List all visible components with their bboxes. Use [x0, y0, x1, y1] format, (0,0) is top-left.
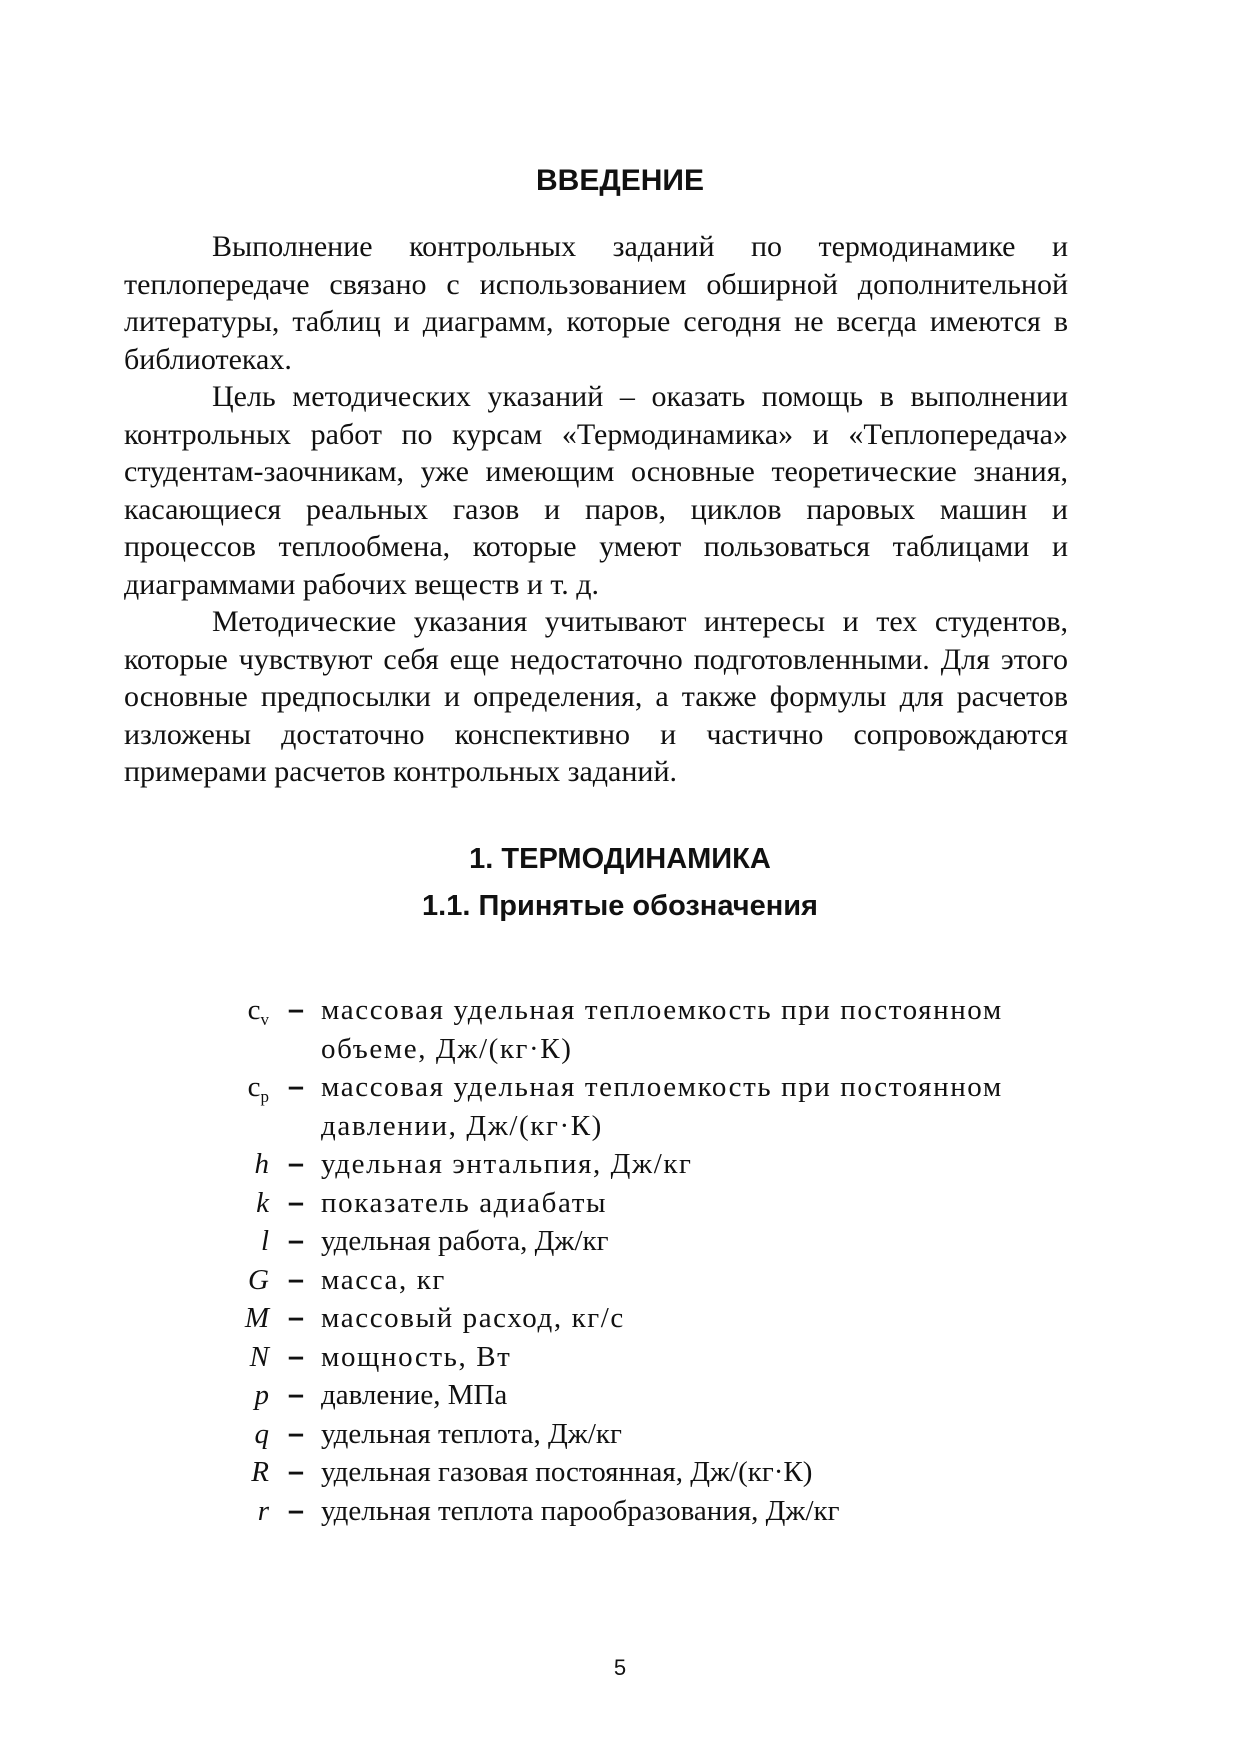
notation-description: удельная газовая постоянная, Дж/(кг·К)	[321, 1456, 813, 1488]
notation-symbol: M	[244, 1302, 269, 1334]
notation-dash: –	[287, 1186, 305, 1219]
notation-item	[124, 1453, 1068, 1492]
notation-dash: –	[287, 994, 305, 1026]
notation-dash: –	[287, 1148, 305, 1180]
notation-description: массовая удельная теплоемкость при постоянном давлении, Дж/(кг·К)	[321, 1071, 1003, 1142]
page-number: 5	[613, 1655, 627, 1680]
notation-symbol: p	[254, 1379, 269, 1411]
notation-description: показатель адиабаты	[321, 1186, 608, 1219]
notation-dash: –	[287, 1071, 305, 1103]
notation-item	[124, 1145, 1068, 1184]
intro-paragraph-3: Методические указания учитывают интересы и тех студентов, которые чувствуют себя еще недостаточно подготовленными. Для этого основные предпосылки и определения, а также формулы для расчетов изложены достаточно конспективно и частично сопровождаются примерами расчетов контрольных заданий.	[124, 605, 1068, 788]
notation-dash: –	[287, 1263, 305, 1296]
notation-dash: –	[287, 1379, 305, 1411]
notation-item	[124, 1184, 1068, 1223]
notation-item	[124, 1261, 1068, 1300]
notation-dash: –	[287, 1494, 305, 1527]
notation-symbol: q	[254, 1417, 269, 1450]
notation-symbol: N	[249, 1340, 269, 1373]
notation-list	[124, 991, 1068, 1530]
notation-description: удельная теплота, Дж/кг	[321, 1417, 622, 1450]
notation-symbol: h	[254, 1148, 269, 1180]
section-heading: 1. ТЕРМОДИНАМИКА	[469, 843, 771, 875]
notation-item	[124, 1492, 1068, 1531]
notation-dash: –	[287, 1417, 305, 1450]
notation-dash: –	[287, 1456, 305, 1488]
notation-symbol: $c_v$	[247, 994, 269, 1029]
notation-item	[124, 1415, 1068, 1454]
notation-dash: –	[287, 1302, 305, 1334]
notation-item	[124, 1299, 1068, 1338]
notation-description: массовый расход, кг/с	[321, 1302, 625, 1334]
notation-symbol: r	[257, 1494, 269, 1527]
notation-item	[124, 1222, 1068, 1261]
notation-description: давление, МПа	[321, 1379, 508, 1411]
notation-symbol: G	[248, 1263, 269, 1296]
notation-item	[124, 1068, 1068, 1145]
intro-body	[124, 228, 1068, 791]
notation-description: мощность, Вт	[321, 1340, 512, 1373]
notation-symbol: k	[256, 1186, 269, 1219]
notation-symbol: l	[260, 1225, 269, 1257]
subsection-heading: 1.1. Принятые обозначения	[422, 890, 818, 922]
intro-heading: ВВЕДЕНИЕ	[536, 164, 704, 197]
notation-description: удельная теплота парообразования, Дж/кг	[321, 1494, 840, 1527]
notation-description: удельная работа, Дж/кг	[321, 1225, 609, 1257]
intro-paragraph-2: Цель методических указаний – оказать помощь в выполнении контрольных работ по курсам «Термодинамика» и «Теплопередача» студентам-заочникам, уже имеющим основные теоретические знания, касающиеся реальных газов и паров, циклов паровых машин и процессов теплообмена, которые умеют пользоваться таблицами и диаграммами рабочих веществ и т. д.	[124, 380, 1068, 601]
notation-description: масса, кг	[321, 1263, 446, 1296]
notation-item	[124, 991, 1068, 1068]
intro-paragraph-1: Выполнение контрольных заданий по термодинамике и теплопередаче связано с использованием обширной дополнительной литературы, таблиц и диаграмм, которые сегодня не всегда имеются в библиотеках.	[124, 230, 1068, 376]
notation-symbol: R	[251, 1456, 269, 1488]
notation-dash: –	[287, 1225, 305, 1257]
notation-dash: –	[287, 1340, 305, 1373]
notation-description: удельная энтальпия, Дж/кг	[321, 1148, 693, 1180]
notation-item	[124, 1376, 1068, 1415]
notation-symbol: $c_p$	[247, 1071, 269, 1106]
notation-description: массовая удельная теплоемкость при постоянном объеме, Дж/(кг·К)	[321, 994, 1003, 1065]
notation-item	[124, 1338, 1068, 1377]
